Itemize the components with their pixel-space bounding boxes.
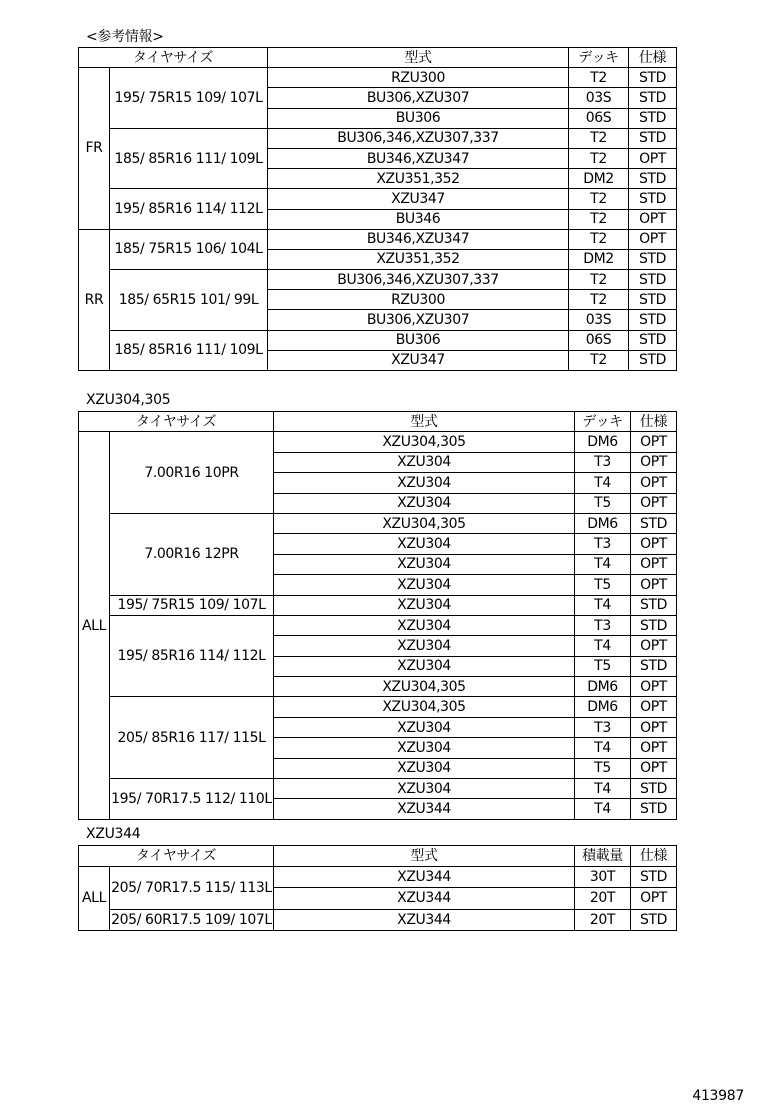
header-load-capacity: 積載量: [575, 846, 631, 867]
model-cell: BU346,XZU347: [268, 148, 569, 168]
deck-cell: T2: [569, 148, 629, 168]
model-cell: XZU304: [274, 758, 575, 778]
model-cell: BU306: [268, 108, 569, 128]
model-cell: XZU304,305: [274, 677, 575, 697]
deck-cell: T5: [575, 575, 631, 595]
table-row: [79, 189, 677, 209]
spec-cell: OPT: [631, 717, 677, 737]
table-row: [79, 779, 677, 799]
tire-size-cell: 185/ 85R16 111/ 109L: [110, 128, 268, 189]
model-cell: XZU304: [274, 554, 575, 574]
deck-cell: DM6: [575, 432, 631, 452]
header-deck: デッキ: [575, 412, 631, 432]
deck-cell: T5: [575, 758, 631, 778]
header-spec: 仕様: [631, 412, 677, 432]
deck-cell: T5: [575, 656, 631, 676]
table-row: [79, 432, 677, 452]
model-cell: XZU304: [274, 493, 575, 513]
deck-cell: T2: [569, 68, 629, 88]
deck-cell: T2: [569, 350, 629, 370]
model-cell: XZU304,305: [274, 432, 575, 452]
deck-cell: T3: [575, 534, 631, 554]
model-cell: XZU304: [274, 779, 575, 799]
deck-cell: T3: [575, 717, 631, 737]
model-cell: BU306,346,XZU307,337: [268, 128, 569, 148]
deck-cell: T4: [575, 554, 631, 574]
tire-size-cell: 7.00R16 12PR: [110, 513, 274, 595]
table-row: [79, 867, 677, 888]
section2-label: XZU304,305: [86, 392, 171, 408]
header-spec: 仕様: [631, 846, 677, 867]
tire-size-cell: 205/ 60R17.5 109/ 107L: [110, 909, 274, 930]
spec-cell: STD: [631, 909, 677, 930]
section1-label: <参考情報>: [86, 29, 164, 45]
spec-cell: STD: [631, 799, 677, 819]
table-row: [79, 270, 677, 290]
spec-cell: OPT: [629, 209, 677, 229]
spec-cell: STD: [629, 330, 677, 350]
spec-cell: OPT: [631, 473, 677, 493]
spec-cell: STD: [629, 88, 677, 108]
deck-cell: T2: [569, 229, 629, 249]
deck-cell: T3: [575, 452, 631, 472]
tire-size-cell: 185/ 85R16 111/ 109L: [110, 330, 268, 370]
table-row: [79, 615, 677, 635]
header-deck: デッキ: [569, 48, 629, 68]
model-cell: XZU344: [274, 888, 575, 909]
document-number: 413987: [692, 1088, 744, 1104]
spec-cell: OPT: [631, 636, 677, 656]
model-cell: BU306,XZU307: [268, 88, 569, 108]
model-cell: BU306,XZU307: [268, 310, 569, 330]
deck-cell: T5: [575, 493, 631, 513]
deck-cell: T4: [575, 473, 631, 493]
header-tire-size: タイヤサイズ: [79, 412, 274, 432]
model-cell: XZU304: [274, 595, 575, 615]
deck-cell: T2: [569, 189, 629, 209]
deck-cell: 06S: [569, 330, 629, 350]
model-cell: BU306: [268, 330, 569, 350]
model-cell: XZU304: [274, 656, 575, 676]
load-capacity-cell: 30T: [575, 867, 631, 888]
tire-size-cell: 7.00R16 10PR: [110, 432, 274, 514]
spec-cell: STD: [629, 310, 677, 330]
position-cell: RR: [79, 229, 110, 370]
tire-size-cell: 205/ 85R16 117/ 115L: [110, 697, 274, 779]
spec-cell: OPT: [631, 432, 677, 452]
model-cell: XZU344: [274, 867, 575, 888]
header-model: 型式: [274, 412, 575, 432]
spec-cell: STD: [629, 290, 677, 310]
header-model: 型式: [274, 846, 575, 867]
model-cell: BU346,XZU347: [268, 229, 569, 249]
model-cell: XZU347: [268, 350, 569, 370]
tire-size-cell: 195/ 75R15 109/ 107L: [110, 595, 274, 615]
spec-cell: STD: [629, 169, 677, 189]
spec-cell: OPT: [631, 575, 677, 595]
deck-cell: DM2: [569, 169, 629, 189]
deck-cell: T4: [575, 636, 631, 656]
model-cell: RZU300: [268, 290, 569, 310]
header-tire-size: タイヤサイズ: [79, 48, 268, 68]
load-capacity-cell: 20T: [575, 888, 631, 909]
spec-cell: STD: [631, 867, 677, 888]
deck-cell: T2: [569, 128, 629, 148]
spec-cell: STD: [631, 615, 677, 635]
tire-size-cell: 195/ 85R16 114/ 112L: [110, 615, 274, 697]
section3-label: XZU344: [86, 826, 141, 842]
deck-cell: T4: [575, 779, 631, 799]
table-header-row: [79, 48, 677, 68]
model-cell: XZU344: [274, 909, 575, 930]
position-cell: FR: [79, 68, 110, 230]
model-cell: XZU304: [274, 738, 575, 758]
spec-cell: STD: [629, 128, 677, 148]
model-cell: XZU347: [268, 189, 569, 209]
spec-cell: OPT: [631, 493, 677, 513]
spec-cell: OPT: [631, 677, 677, 697]
spec-cell: STD: [629, 270, 677, 290]
model-cell: BU306,346,XZU307,337: [268, 270, 569, 290]
spec-cell: OPT: [631, 758, 677, 778]
spec-cell: STD: [631, 513, 677, 533]
model-cell: BU346: [268, 209, 569, 229]
spec-cell: STD: [629, 108, 677, 128]
spec-cell: STD: [631, 656, 677, 676]
spec-cell: STD: [631, 779, 677, 799]
table-row: [79, 128, 677, 148]
model-cell: XZU304,305: [274, 697, 575, 717]
table-row: [79, 68, 677, 88]
table-header-row: [79, 846, 677, 867]
spec-cell: OPT: [631, 452, 677, 472]
deck-cell: 03S: [569, 310, 629, 330]
deck-cell: DM6: [575, 513, 631, 533]
deck-cell: T3: [575, 615, 631, 635]
tire-table-reference: [78, 47, 677, 371]
model-cell: XZU304: [274, 452, 575, 472]
model-cell: XZU344: [274, 799, 575, 819]
header-model: 型式: [268, 48, 569, 68]
header-tire-size: タイヤサイズ: [79, 846, 274, 867]
tire-size-cell: 185/ 75R15 106/ 104L: [110, 229, 268, 269]
spec-cell: OPT: [631, 697, 677, 717]
deck-cell: 06S: [569, 108, 629, 128]
table-row: [79, 909, 677, 930]
model-cell: XZU304: [274, 615, 575, 635]
tire-size-cell: 195/ 85R16 114/ 112L: [110, 189, 268, 229]
model-cell: XZU304: [274, 473, 575, 493]
spec-cell: OPT: [631, 888, 677, 909]
tire-size-cell: 195/ 70R17.5 112/ 110L: [110, 779, 274, 820]
model-cell: XZU304,305: [274, 513, 575, 533]
model-cell: RZU300: [268, 68, 569, 88]
tire-size-cell: 185/ 65R15 101/ 99L: [110, 270, 268, 331]
tire-size-cell: 195/ 75R15 109/ 107L: [110, 68, 268, 129]
load-capacity-cell: 20T: [575, 909, 631, 930]
model-cell: XZU304: [274, 717, 575, 737]
model-cell: XZU304: [274, 636, 575, 656]
spec-cell: STD: [629, 189, 677, 209]
deck-cell: DM6: [575, 677, 631, 697]
table-row: [79, 330, 677, 350]
spec-cell: STD: [629, 350, 677, 370]
spec-cell: STD: [629, 249, 677, 269]
table-row: [79, 229, 677, 249]
tire-table-xzu304-305: [78, 411, 677, 820]
model-cell: XZU351,352: [268, 169, 569, 189]
deck-cell: T2: [569, 209, 629, 229]
model-cell: XZU304: [274, 534, 575, 554]
spec-cell: OPT: [631, 738, 677, 758]
model-cell: XZU351,352: [268, 249, 569, 269]
spec-cell: STD: [631, 595, 677, 615]
position-cell: ALL: [79, 432, 110, 819]
table-row: [79, 595, 677, 615]
table-row: [79, 697, 677, 717]
deck-cell: T2: [569, 290, 629, 310]
deck-cell: 03S: [569, 88, 629, 108]
position-cell: ALL: [79, 867, 110, 931]
deck-cell: T4: [575, 799, 631, 819]
spec-cell: OPT: [631, 554, 677, 574]
tire-table-xzu344: [78, 845, 677, 931]
deck-cell: T2: [569, 270, 629, 290]
table-row: [79, 513, 677, 533]
header-spec: 仕様: [629, 48, 677, 68]
spec-cell: OPT: [629, 148, 677, 168]
deck-cell: T4: [575, 738, 631, 758]
spec-cell: STD: [629, 68, 677, 88]
spec-cell: OPT: [631, 534, 677, 554]
tire-size-cell: 205/ 70R17.5 115/ 113L: [110, 867, 274, 909]
deck-cell: DM2: [569, 249, 629, 269]
deck-cell: T4: [575, 595, 631, 615]
model-cell: XZU304: [274, 575, 575, 595]
table-header-row: [79, 412, 677, 432]
spec-cell: OPT: [629, 229, 677, 249]
deck-cell: DM6: [575, 697, 631, 717]
